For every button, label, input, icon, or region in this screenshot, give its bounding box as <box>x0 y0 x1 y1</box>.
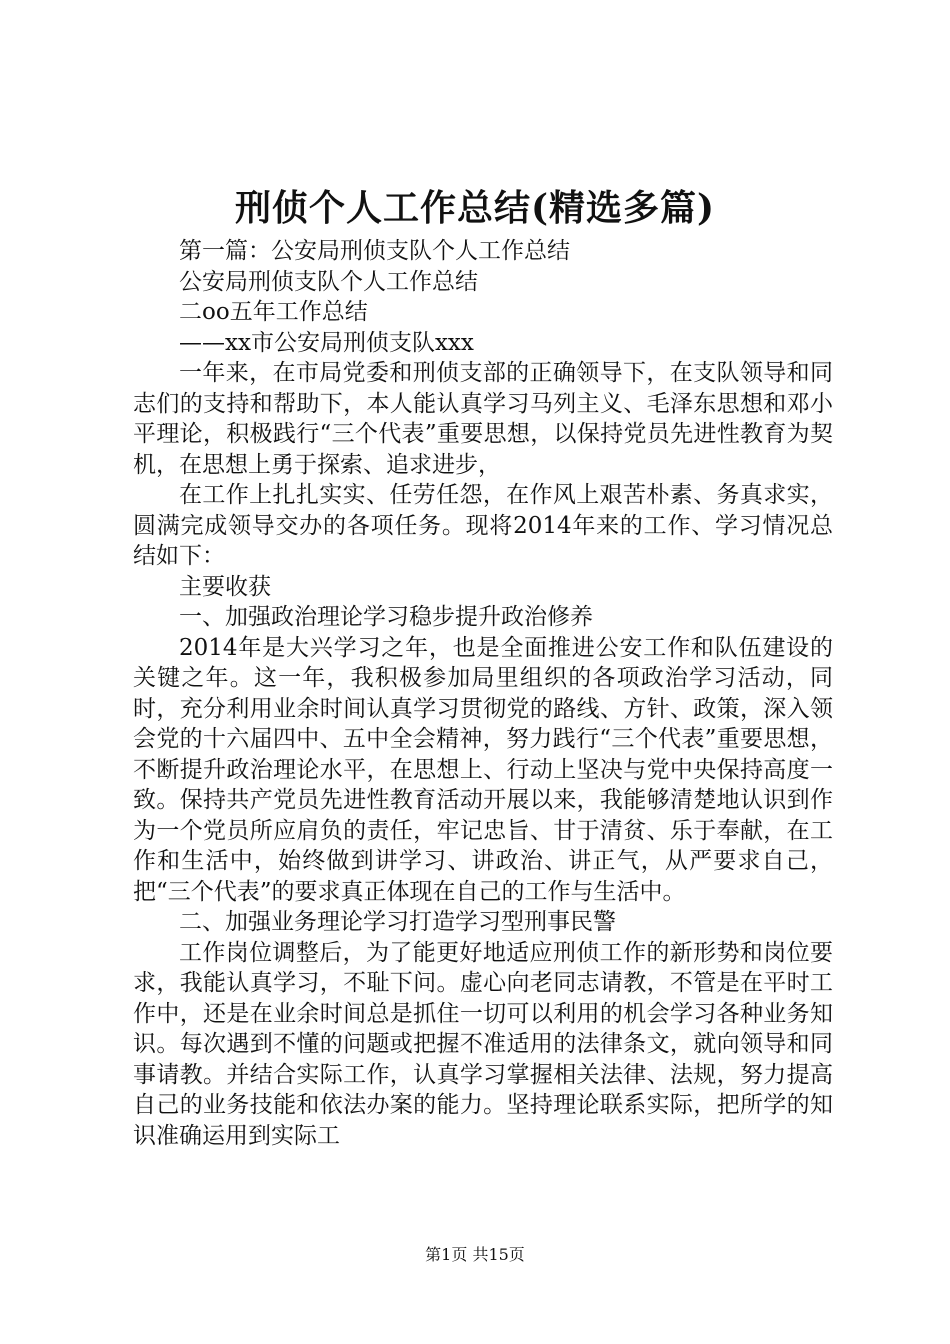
paragraph-section-heading: 第一篇：公安局刑侦支队个人工作总结 <box>179 238 570 264</box>
paragraph-year-summary: 二oo五年工作总结 <box>179 299 368 325</box>
paragraph-heading-one: 一、加强政治理论学习稳步提升政治修养 <box>179 604 593 630</box>
paragraph-intro: 一年来，在市局党委和刑侦支部的正确领导下，在支队领导和同志们的支持和帮助下，本人能认真学习马列主义、毛泽东思想和邓小平理论，积极践行“三个代表”重要思想，以保持党员先进性教育为契机，在思想上勇于探索、追求进步， <box>133 360 833 478</box>
paragraph-heading-two: 二、加强业务理论学习打造学习型刑事民警 <box>179 909 616 935</box>
paragraph-main-gains: 主要收获 <box>179 573 271 600</box>
paragraph-business-study: 工作岗位调整后，为了能更好地适应刑侦工作的新形势和岗位要求，我能认真学习，不耻下问。虚心向老同志请教，不管是在平时工作中，还是在业余时间总是抓住一切可以利用的机会学习各种业务知识。每次遇到不懂的问题或把握不准适用的法律条文，就向领导和同事请教。并结合实际工作，认真学习掌握相关法律、法规，努力提高自己的业务技能和依法办案的能力。坚持理论联系实际，把所学的知识准确运用到实际工 <box>133 939 833 1149</box>
paragraph-subtitle: 公安局刑侦支队个人工作总结 <box>179 268 478 295</box>
document-title: 刑侦个人工作总结(精选多篇) <box>234 187 716 229</box>
paragraph-intro-continued: 在工作上扎扎实实、任劳任怨，在作风上艰苦朴素、务真求实，圆满完成领导交办的各项任务。现将2014年来的工作、学习情况总结如下： <box>133 482 833 569</box>
paragraph-political-study: 2014年是大兴学习之年，也是全面推进公安工作和队伍建设的关键之年。这一年，我积极参加局里组织的各项政治学习活动，同时，充分利用业余时间认真学习贯彻党的路线、方针、政策，深入领会党的十六届四中、五中全会精神，努力践行“三个代表”重要思想，不断提升政治理论水平，在思想上、行动上坚决与党中央保持高度一致。保持共产党员先进性教育活动开展以来，我能够清楚地认识到作为一个党员所应肩负的责任，牢记忠旨、甘于清贫、乐于奉献，在工作和生活中，始终做到讲学习、讲政治、讲正气，从严要求自己，把“三个代表”的要求真正体现在自己的工作与生活中。 <box>133 634 833 905</box>
page-footer: 第1页 共15页 <box>425 1245 525 1264</box>
document-body <box>133 236 833 1151</box>
paragraph-author: ——xx市公安局刑侦支队xxx <box>179 329 474 356</box>
